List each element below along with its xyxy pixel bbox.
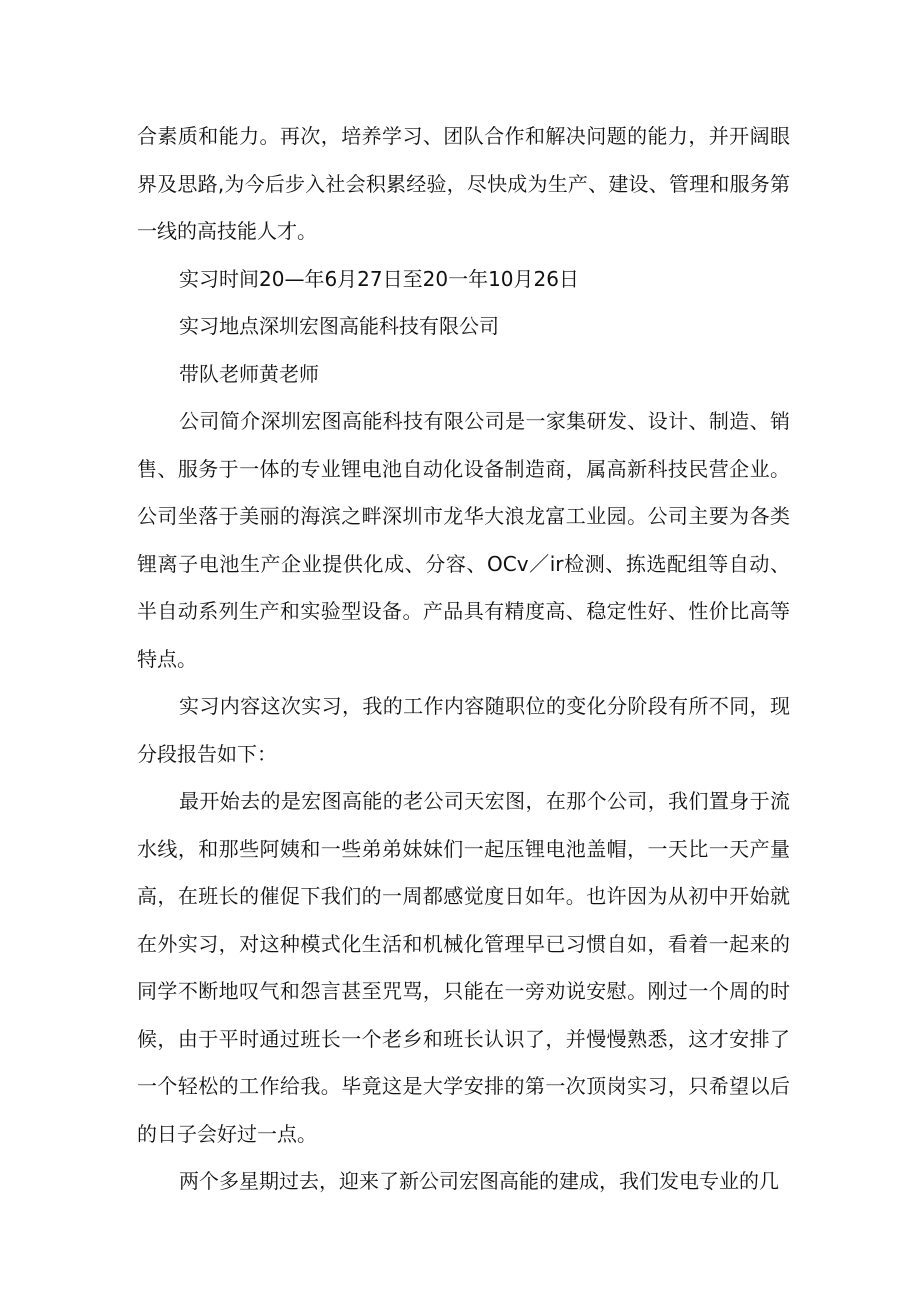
paragraph-second-stage: 两个多星期过去，迎来了新公司宏图高能的建成，我们发电专业的几	[179, 1169, 779, 1193]
paragraph-internship-content: 实习内容这次实习，我的工作内容随职位的变化分阶段有所不同，现分段报告如下：	[137, 694, 790, 766]
paragraph-first-stage: 最开始去的是宏图高能的老公司天宏图，在那个公司，我们置身于流水线，和那些阿姨和一些弟弟妹妹们一起压锂电池盖帽，一天比一天产量高，在班长的催促下我们的一周都感觉度日如年。也许因为从初中开始就在外实习，对这种模式化生活和机械化管理早已习惯自如，看着一起来的同学不断地叹气和怨言甚至咒骂，只能在一旁劝说安慰。刚过一个周的时候，由于平时通过班长一个老乡和班长认识了，并慢慢熟悉，这才安排了一个轻松的工作给我。毕竟这是大学安排的第一次顶岗实习，只希望以后的日子会好过一点。	[137, 789, 790, 1146]
paragraph-internship-location: 实习地点深圳宏图高能科技有限公司	[179, 314, 499, 338]
paragraph-company-profile: 公司简介深圳宏图高能科技有限公司是一家集研发、设计、制造、销售、服务于一体的专业锂电池自动化设备制造商，属高新科技民营企业。公司坐落于美丽的海滨之畔深圳市龙华大浪龙富工业园。公司主要为各类锂离子电池生产企业提供化成、分容、OCv／ir检测、拣选配组等自动、半自动系列生产和实验型设备。产品具有精度高、稳定性好、性价比高等特点。	[137, 409, 790, 671]
paragraph-internship-time: 实习时间20—年6月27日至20一年10月26日	[179, 266, 579, 291]
paragraph-supervising-teacher: 带队老师黄老师	[179, 361, 319, 386]
paragraph-training-goals: 合素质和能力。再次，培养学习、团队合作和解决问题的能力，并开阔眼界及思路,为今后步入社会积累经验，尽快成为生产、建设、管理和服务第一线的高技能人才。	[137, 124, 790, 243]
